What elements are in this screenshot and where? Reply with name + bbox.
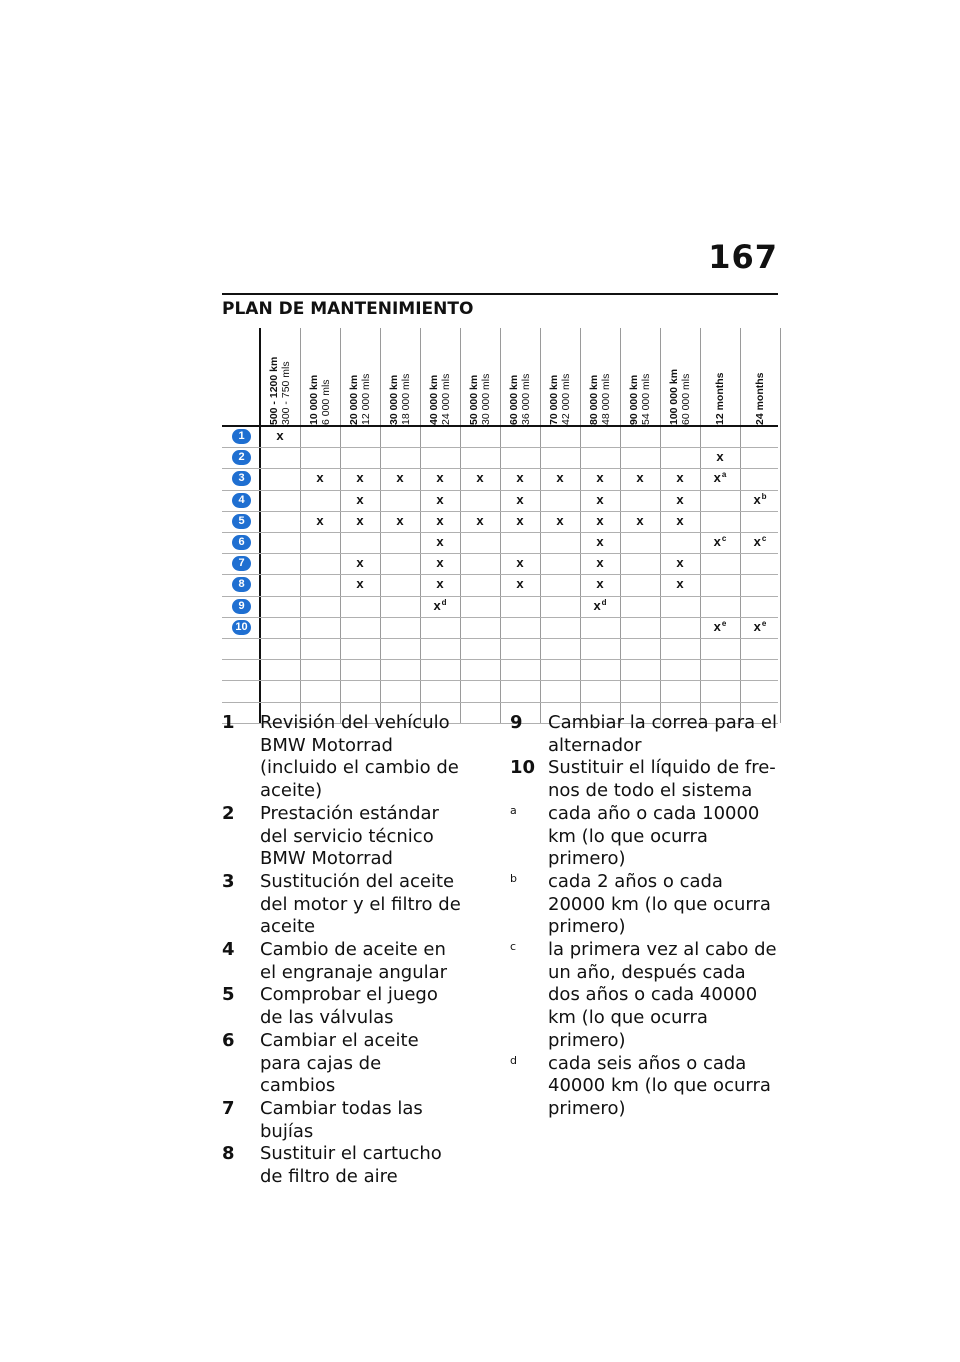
- mark-footnote: d: [601, 597, 607, 607]
- column-km: 24 months: [754, 372, 766, 425]
- maintenance-mark: [420, 556, 460, 570]
- maintenance-mark: [660, 493, 700, 507]
- row-number-badge: 4: [232, 493, 251, 508]
- mark-symbol: x: [276, 428, 284, 443]
- mark-symbol: x: [676, 470, 684, 486]
- legend-text: Cambiar todas las bujías: [260, 1097, 423, 1142]
- column-mls: 48 000 mls: [600, 373, 612, 425]
- column-header: [620, 332, 660, 426]
- column-header-text: [714, 333, 726, 425]
- mark-symbol: x: [636, 470, 644, 486]
- column-header: [540, 332, 580, 426]
- legend-key: 8: [222, 1143, 235, 1165]
- mark-symbol: x: [596, 576, 604, 592]
- column-header-text: [628, 333, 652, 425]
- column-km: 12 months: [714, 372, 726, 425]
- column-mls: 6 000 mls: [320, 379, 332, 425]
- column-km: 40 000 km: [428, 374, 440, 425]
- column-header-text: [308, 333, 332, 425]
- legend-key: 2: [222, 802, 235, 824]
- legend-key: 4: [222, 939, 235, 961]
- mark-symbol: x: [713, 618, 721, 634]
- maintenance-mark: [580, 535, 620, 549]
- column-km: 60 000 km: [508, 374, 520, 425]
- legend-key: 7: [222, 1097, 235, 1119]
- mark-symbol: x: [676, 576, 684, 592]
- mark-symbol: x: [636, 512, 644, 528]
- mark-symbol: x: [593, 597, 601, 613]
- mark-symbol: x: [516, 491, 524, 507]
- mark-symbol: x: [316, 470, 324, 486]
- column-header: [500, 332, 540, 426]
- legend-text: la primera vez al cabo de un año, después cada dos años o cada 40000 km (lo que ocurra primero): [548, 939, 777, 1051]
- maintenance-mark: [660, 577, 700, 591]
- mark-symbol: x: [716, 449, 724, 465]
- table-row-line: [222, 553, 778, 554]
- column-mls: 300 - 750 mls: [280, 361, 292, 425]
- maintenance-mark: [420, 535, 460, 549]
- column-header: [340, 332, 380, 426]
- legend-key: 5: [222, 984, 235, 1006]
- legend-item: [510, 939, 780, 1053]
- maintenance-mark: [420, 471, 460, 485]
- legend-text: Prestación estándar del servicio técnico BMW Motorrad: [260, 802, 439, 870]
- maintenance-mark: [620, 471, 660, 485]
- legend-key: 1: [222, 712, 235, 733]
- column-km: 100 000 km: [668, 368, 680, 425]
- column-km: 80 000 km: [588, 374, 600, 425]
- mark-footnote: c: [761, 534, 767, 543]
- mark-symbol: x: [753, 618, 761, 634]
- row-number-badge: 5: [232, 514, 251, 529]
- legend-item: [222, 871, 462, 939]
- mark-symbol: x: [396, 470, 404, 486]
- maintenance-mark: [660, 556, 700, 570]
- row-number-badge: 2: [232, 450, 251, 465]
- legend-item: [510, 803, 780, 871]
- table-row-line: [222, 617, 778, 618]
- row-number-badge: 8: [232, 577, 251, 592]
- mark-symbol: x: [436, 491, 444, 507]
- mark-symbol: x: [433, 597, 441, 613]
- maintenance-mark: [340, 471, 380, 485]
- column-header: [260, 332, 300, 426]
- maintenance-mark: [380, 471, 420, 485]
- maintenance-mark: [620, 514, 660, 528]
- mark-footnote: b: [761, 491, 767, 501]
- column-header: [700, 332, 740, 426]
- column-header-text: [588, 333, 612, 425]
- maintenance-mark: [740, 493, 780, 507]
- row-number-badge: 1: [232, 429, 251, 444]
- maintenance-mark: [580, 493, 620, 507]
- maintenance-mark: [420, 493, 460, 507]
- maintenance-mark: [340, 514, 380, 528]
- mark-footnote: e: [761, 618, 767, 628]
- column-km: 10 000 km: [308, 374, 320, 425]
- legend-key: a: [510, 803, 517, 817]
- legend-text: cada 2 años o cada 20000 km (lo que ocurra primero): [548, 870, 771, 938]
- column-header-text: [548, 333, 572, 425]
- table-column-line: [780, 328, 781, 723]
- maintenance-mark: [540, 514, 580, 528]
- mark-symbol: x: [436, 555, 444, 571]
- mark-symbol: x: [676, 512, 684, 528]
- column-km: 20 000 km: [348, 374, 360, 425]
- mark-symbol: x: [436, 576, 444, 592]
- legend-text: cada seis años o cada 40000 km (lo que ocurra primero): [548, 1052, 771, 1119]
- legend-text: Sustituir el cartucho de filtro de aire: [260, 1143, 442, 1188]
- mark-symbol: x: [753, 491, 761, 507]
- maintenance-mark: [340, 493, 380, 507]
- column-mls: 30 000 mls: [480, 373, 492, 425]
- legend-item: [222, 984, 462, 1029]
- mark-symbol: x: [356, 470, 364, 486]
- legend-right: [510, 712, 780, 1121]
- maintenance-mark: [500, 556, 540, 570]
- maintenance-mark: [420, 514, 460, 528]
- column-header: [420, 332, 460, 426]
- mark-symbol: x: [356, 555, 364, 571]
- maintenance-mark: [500, 514, 540, 528]
- legend-key: b: [510, 871, 517, 885]
- mark-symbol: x: [516, 555, 524, 571]
- maintenance-mark: [580, 577, 620, 591]
- maintenance-mark: [580, 471, 620, 485]
- legend-item: [222, 939, 462, 984]
- mark-symbol: x: [596, 491, 604, 507]
- mark-symbol: x: [676, 491, 684, 507]
- legend-key: d: [510, 1053, 517, 1067]
- table-row-line: [222, 680, 778, 681]
- mark-symbol: x: [516, 470, 524, 486]
- column-mls: 18 000 mls: [400, 373, 412, 425]
- mark-symbol: x: [713, 534, 721, 549]
- legend-left: [222, 712, 462, 1189]
- table-row-line: [222, 638, 778, 639]
- legend-text: Cambio de aceite en el engranaje angular: [260, 939, 448, 983]
- maintenance-mark: [580, 599, 620, 613]
- mark-footnote: e: [721, 618, 727, 628]
- maintenance-mark: [740, 535, 780, 549]
- legend-item: [222, 803, 462, 871]
- column-km: 500 - 1200 km: [268, 356, 280, 425]
- maintenance-mark: [460, 514, 500, 528]
- column-header: [380, 332, 420, 426]
- mark-symbol: x: [396, 512, 404, 528]
- maintenance-mark: [460, 471, 500, 485]
- column-km: 90 000 km: [628, 374, 640, 425]
- table-row-line: [222, 596, 778, 597]
- maintenance-mark: [260, 429, 300, 443]
- section-title: PLAN DE MANTENIMIENTO: [222, 299, 474, 319]
- maintenance-mark: [340, 556, 380, 570]
- maintenance-mark: [300, 514, 340, 528]
- mark-footnote: c: [721, 534, 727, 543]
- legend-key: 6: [222, 1029, 235, 1051]
- legend-text: Sustitución del aceite del motor y el filtro de aceite: [260, 870, 461, 938]
- legend-item: [510, 1053, 780, 1121]
- mark-symbol: x: [516, 576, 524, 592]
- column-header-text: [428, 333, 452, 425]
- column-header: [660, 332, 700, 426]
- legend-item: [222, 712, 462, 803]
- mark-symbol: x: [556, 512, 564, 528]
- maintenance-mark: [660, 471, 700, 485]
- mark-symbol: x: [356, 491, 364, 507]
- maintenance-mark: [580, 514, 620, 528]
- maintenance-mark: [340, 577, 380, 591]
- mark-symbol: x: [556, 470, 564, 486]
- legend-item: [510, 871, 780, 939]
- legend-item: [222, 1098, 462, 1143]
- mark-symbol: x: [356, 512, 364, 528]
- maintenance-mark: [500, 471, 540, 485]
- legend-text: Sustituir el líquido de fre-nos de todo el sistema: [548, 757, 776, 802]
- column-km: 70 000 km: [548, 374, 560, 425]
- mark-symbol: x: [516, 512, 524, 528]
- table-row-line: [222, 532, 778, 533]
- maintenance-mark: [700, 471, 740, 485]
- legend-key: 9: [510, 712, 523, 733]
- maintenance-mark: [700, 620, 740, 634]
- mark-symbol: x: [356, 576, 364, 592]
- column-header: [300, 332, 340, 426]
- maintenance-mark: [580, 556, 620, 570]
- column-km: 30 000 km: [388, 374, 400, 425]
- legend-key: 3: [222, 870, 235, 892]
- legend-text: Comprobar el juego de las válvulas: [260, 984, 438, 1029]
- maintenance-mark: [540, 471, 580, 485]
- maintenance-mark: [420, 577, 460, 591]
- mark-symbol: x: [436, 534, 444, 549]
- table-row-line: [222, 468, 778, 469]
- mark-symbol: x: [476, 470, 484, 486]
- mark-symbol: x: [436, 470, 444, 486]
- legend-item: [510, 757, 780, 802]
- column-header-text: [668, 333, 692, 425]
- table-row-line: [222, 574, 778, 575]
- maintenance-mark: [300, 471, 340, 485]
- legend-text: Cambiar la correa para el alternador: [548, 712, 777, 756]
- legend-key: c: [510, 940, 517, 954]
- legend-item: [510, 712, 780, 757]
- row-number-badge: 9: [232, 599, 251, 614]
- column-mls: 42 000 mls: [560, 373, 572, 425]
- column-header-text: [468, 333, 492, 425]
- mark-footnote: a: [721, 470, 727, 480]
- maintenance-mark: [700, 450, 740, 464]
- column-km: 50 000 km: [468, 374, 480, 425]
- mark-symbol: x: [316, 512, 324, 528]
- column-header-text: [348, 333, 372, 425]
- maintenance-mark: [660, 514, 700, 528]
- legend-text: cada año o cada 10000 km (lo que ocurra primero): [548, 802, 760, 870]
- column-header-text: [754, 333, 766, 425]
- maintenance-mark: [500, 493, 540, 507]
- column-header: [460, 332, 500, 426]
- column-mls: 54 000 mls: [640, 373, 652, 425]
- column-header: [740, 332, 780, 426]
- mark-footnote: d: [441, 597, 447, 607]
- legend-item: [222, 1030, 462, 1098]
- mark-symbol: x: [596, 512, 604, 528]
- legend-text: Revisión del vehículo BMW Motorrad (incluido el cambio de aceite): [260, 712, 459, 802]
- table-row-line: [222, 447, 778, 448]
- row-number-badge: 7: [232, 556, 251, 571]
- mark-symbol: x: [596, 534, 604, 549]
- row-number-badge: 10: [232, 620, 251, 635]
- maintenance-mark: [700, 535, 740, 549]
- mark-symbol: x: [436, 512, 444, 528]
- maintenance-mark: [740, 620, 780, 634]
- mark-symbol: x: [596, 555, 604, 571]
- legend-item: [222, 1143, 462, 1188]
- maintenance-mark: [380, 514, 420, 528]
- column-mls: 36 000 mls: [520, 373, 532, 425]
- table-row-line: [222, 702, 778, 703]
- mark-symbol: x: [676, 555, 684, 571]
- row-number-badge: 3: [232, 471, 251, 486]
- legend-text: Cambiar el aceite para cajas de cambios: [260, 1029, 419, 1097]
- mark-symbol: x: [753, 534, 761, 549]
- row-number-badge: 6: [232, 535, 251, 550]
- column-header-text: [508, 333, 532, 425]
- column-mls: 24 000 mls: [440, 373, 452, 425]
- page-number: 167: [708, 238, 778, 276]
- table-row-line: [222, 511, 778, 512]
- mark-symbol: x: [476, 512, 484, 528]
- maintenance-mark: [500, 577, 540, 591]
- table-row-line: [222, 490, 778, 491]
- table-row-line: [222, 659, 778, 660]
- column-header-text: [388, 333, 412, 425]
- column-mls: 60 000 mls: [680, 373, 692, 425]
- mark-symbol: x: [713, 470, 721, 486]
- column-header: [580, 332, 620, 426]
- column-header-text: [268, 333, 292, 425]
- column-mls: 12 000 mls: [360, 373, 372, 425]
- mark-symbol: x: [596, 470, 604, 486]
- legend-key: 10: [510, 757, 536, 779]
- maintenance-mark: [420, 599, 460, 613]
